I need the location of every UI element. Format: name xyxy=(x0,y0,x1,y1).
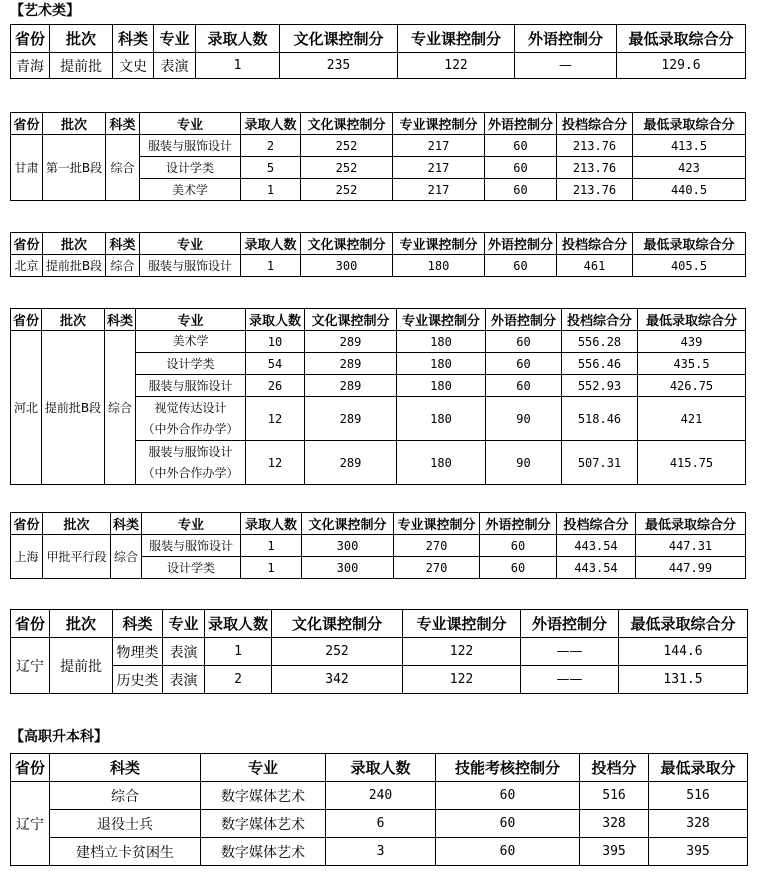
cell-admitted: 1 xyxy=(196,53,280,79)
cell-toudang: 395 xyxy=(580,838,649,866)
cell-admitted: 1 xyxy=(241,255,301,277)
cell-foreign: —— xyxy=(521,666,619,694)
cell-category: 综合 xyxy=(106,255,140,277)
cell-culture: 342 xyxy=(272,666,403,694)
cell-culture: 252 xyxy=(301,135,393,157)
cell-province: 辽宁 xyxy=(11,638,50,694)
cell-batch: 提前批 xyxy=(50,53,113,79)
table-row xyxy=(11,810,748,838)
cell-culture: 289 xyxy=(305,441,397,485)
header-admitted: 录取人数 xyxy=(205,610,272,638)
header-batch: 批次 xyxy=(43,513,111,535)
cell-batch: 提前批B段 xyxy=(42,331,105,485)
cell-province: 河北 xyxy=(11,331,42,485)
cell-major: 服装与服饰设计 xyxy=(140,255,241,277)
table-row xyxy=(11,255,746,277)
header-min-score: 最低录取综合分 xyxy=(633,233,746,255)
cell-toudang: 461 xyxy=(557,255,633,277)
cell-category: 文史 xyxy=(113,53,154,79)
cell-major: 设计学类 xyxy=(142,557,241,579)
cell-culture: 235 xyxy=(280,53,398,79)
header-admitted: 录取人数 xyxy=(246,309,305,331)
cell-major xyxy=(136,397,246,441)
table-row xyxy=(11,535,746,557)
header-prof-score: 专业课控制分 xyxy=(394,513,480,535)
cell-min: 435.5 xyxy=(638,353,746,375)
header-prof-score: 专业课控制分 xyxy=(393,233,485,255)
header-min-score: 最低录取综合分 xyxy=(617,25,746,53)
cell-foreign: 90 xyxy=(486,397,562,441)
cell-min: 131.5 xyxy=(619,666,748,694)
header-admitted: 录取人数 xyxy=(196,25,280,53)
table-row xyxy=(11,53,746,79)
header-category: 科类 xyxy=(106,113,140,135)
beijing-table xyxy=(10,232,746,277)
cell-prof: 217 xyxy=(393,179,485,201)
cell-foreign: 60 xyxy=(480,535,557,557)
header-prof-score: 专业课控制分 xyxy=(397,309,486,331)
header-category: 科类 xyxy=(113,610,163,638)
header-batch: 批次 xyxy=(42,309,105,331)
cell-foreign: 90 xyxy=(486,441,562,485)
cell-min: 413.5 xyxy=(633,135,746,157)
header-foreign-score: 外语控制分 xyxy=(480,513,557,535)
cell-culture: 289 xyxy=(305,397,397,441)
major-line: 服装与服饰设计 xyxy=(148,444,233,459)
cell-skill: 60 xyxy=(436,810,580,838)
table-row xyxy=(11,331,746,353)
cell-major: 设计学类 xyxy=(140,157,241,179)
cell-culture: 252 xyxy=(301,157,393,179)
header-min-score: 最低录取综合分 xyxy=(636,513,746,535)
header-major: 专业 xyxy=(201,754,326,782)
header-admitted: 录取人数 xyxy=(241,233,301,255)
header-province: 省份 xyxy=(11,610,50,638)
header-admitted: 录取人数 xyxy=(241,113,301,135)
cell-toudang: 556.28 xyxy=(562,331,638,353)
table-row xyxy=(11,838,748,866)
cell-province: 甘肃 xyxy=(11,135,43,201)
header-culture-score: 文化课控制分 xyxy=(301,233,393,255)
cell-toudang: 213.76 xyxy=(557,179,633,201)
cell-culture: 289 xyxy=(305,331,397,353)
header-toudang-score: 投档综合分 xyxy=(557,113,633,135)
cell-min: 426.75 xyxy=(638,375,746,397)
cell-major: 美术学 xyxy=(140,179,241,201)
header-culture-score: 文化课控制分 xyxy=(280,25,398,53)
cell-admitted: 240 xyxy=(326,782,436,810)
art-section-title: 【艺术类】 xyxy=(10,3,80,19)
cell-province: 北京 xyxy=(11,255,43,277)
liaoning-art-table xyxy=(10,609,748,694)
cell-prof: 122 xyxy=(403,666,521,694)
cell-culture: 252 xyxy=(301,179,393,201)
cell-major: 服装与服饰设计 xyxy=(136,375,246,397)
header-province: 省份 xyxy=(11,113,43,135)
cell-prof: 270 xyxy=(394,535,480,557)
header-major: 专业 xyxy=(163,610,205,638)
cell-category: 综合 xyxy=(105,331,136,485)
header-foreign-score: 外语控制分 xyxy=(486,309,562,331)
cell-culture: 289 xyxy=(305,375,397,397)
header-foreign-score: 外语控制分 xyxy=(485,233,557,255)
header-category: 科类 xyxy=(113,25,154,53)
cell-toudang: 552.93 xyxy=(562,375,638,397)
cell-major: 服装与服饰设计 xyxy=(142,535,241,557)
cell-prof: 180 xyxy=(397,375,486,397)
gansu-table xyxy=(10,112,746,201)
cell-prof: 122 xyxy=(398,53,515,79)
cell-skill: 60 xyxy=(436,838,580,866)
table-row xyxy=(11,782,748,810)
cell-major: 数字媒体艺术 xyxy=(201,782,326,810)
cell-min: 395 xyxy=(649,838,748,866)
cell-foreign: 60 xyxy=(486,331,562,353)
cell-min: 144.6 xyxy=(619,638,748,666)
header-major: 专业 xyxy=(140,113,241,135)
major-note: （中外合作办学） xyxy=(142,465,239,480)
header-province: 省份 xyxy=(11,309,42,331)
header-category: 科类 xyxy=(106,233,140,255)
cell-toudang: 213.76 xyxy=(557,135,633,157)
cell-admitted: 12 xyxy=(246,397,305,441)
cell-prof: 270 xyxy=(394,557,480,579)
cell-foreign: — xyxy=(515,53,617,79)
table-row xyxy=(11,135,746,157)
header-prof-score: 专业课控制分 xyxy=(393,113,485,135)
cell-province: 辽宁 xyxy=(11,782,50,866)
major-line: 视觉传达设计 xyxy=(154,400,227,415)
header-major: 专业 xyxy=(136,309,246,331)
cell-major: 数字媒体艺术 xyxy=(201,810,326,838)
header-foreign-score: 外语控制分 xyxy=(515,25,617,53)
cell-admitted: 2 xyxy=(205,666,272,694)
cell-toudang: 328 xyxy=(580,810,649,838)
cell-category: 历史类 xyxy=(113,666,163,694)
header-category: 科类 xyxy=(105,309,136,331)
cell-batch: 提前批B段 xyxy=(43,255,106,277)
cell-admitted: 1 xyxy=(241,557,302,579)
header-category: 科类 xyxy=(111,513,142,535)
cell-major xyxy=(136,441,246,485)
vocational-table xyxy=(10,753,748,866)
cell-min: 516 xyxy=(649,782,748,810)
cell-major: 服装与服饰设计 xyxy=(140,135,241,157)
cell-major xyxy=(136,331,246,353)
cell-batch: 第一批B段 xyxy=(43,135,106,201)
cell-admitted: 5 xyxy=(241,157,301,179)
cell-min: 447.31 xyxy=(636,535,746,557)
cell-min: 447.99 xyxy=(636,557,746,579)
header-toudang-score: 投档综合分 xyxy=(557,513,636,535)
cell-foreign: 60 xyxy=(485,135,557,157)
cell-admitted: 1 xyxy=(241,179,301,201)
cell-min: 328 xyxy=(649,810,748,838)
header-batch: 批次 xyxy=(43,113,106,135)
cell-category: 建档立卡贫困生 xyxy=(50,838,201,866)
cell-min: 421 xyxy=(638,397,746,441)
cell-major: 表演 xyxy=(163,638,205,666)
table-row xyxy=(11,638,748,666)
cell-min: 415.75 xyxy=(638,441,746,485)
cell-category: 综合 xyxy=(111,535,142,579)
hebei-table xyxy=(10,308,746,485)
cell-admitted: 54 xyxy=(246,353,305,375)
cell-foreign: 60 xyxy=(485,179,557,201)
cell-category: 综合 xyxy=(50,782,201,810)
header-min-score: 最低录取综合分 xyxy=(619,610,748,638)
cell-culture: 252 xyxy=(272,638,403,666)
cell-prof: 180 xyxy=(397,397,486,441)
cell-foreign: 60 xyxy=(485,157,557,179)
cell-toudang: 213.76 xyxy=(557,157,633,179)
cell-province: 上海 xyxy=(11,535,43,579)
cell-prof: 122 xyxy=(403,638,521,666)
header-batch: 批次 xyxy=(43,233,106,255)
cell-admitted: 1 xyxy=(241,535,302,557)
cell-admitted: 12 xyxy=(246,441,305,485)
header-major: 专业 xyxy=(142,513,241,535)
vocational-section-title: 【高职升本科】 xyxy=(10,729,108,745)
cell-prof: 180 xyxy=(393,255,485,277)
header-min-score: 最低录取分 xyxy=(649,754,748,782)
cell-category: 综合 xyxy=(106,135,140,201)
cell-culture: 300 xyxy=(301,255,393,277)
cell-min: 439 xyxy=(638,331,746,353)
cell-min: 405.5 xyxy=(633,255,746,277)
header-major: 专业 xyxy=(140,233,241,255)
cell-toudang: 556.46 xyxy=(562,353,638,375)
cell-admitted: 1 xyxy=(205,638,272,666)
header-foreign-score: 外语控制分 xyxy=(485,113,557,135)
header-major: 专业 xyxy=(154,25,196,53)
header-toudang-score: 投档综合分 xyxy=(562,309,638,331)
cell-foreign: 60 xyxy=(485,255,557,277)
cell-major: 数字媒体艺术 xyxy=(201,838,326,866)
header-province: 省份 xyxy=(11,513,43,535)
cell-major: 设计学类 xyxy=(136,353,246,375)
cell-toudang: 507.31 xyxy=(562,441,638,485)
cell-prof: 180 xyxy=(397,353,486,375)
cell-foreign: 60 xyxy=(486,375,562,397)
header-skill-score: 技能考核控制分 xyxy=(436,754,580,782)
header-min-score: 最低录取综合分 xyxy=(633,113,746,135)
cell-prof: 217 xyxy=(393,135,485,157)
cell-prof: 180 xyxy=(397,331,486,353)
shanghai-table xyxy=(10,512,746,579)
major-line: 美术学 xyxy=(172,334,209,348)
header-min-score: 最低录取综合分 xyxy=(638,309,746,331)
header-admitted: 录取人数 xyxy=(326,754,436,782)
qinghai-table xyxy=(10,24,746,79)
cell-culture: 289 xyxy=(305,353,397,375)
cell-toudang: 518.46 xyxy=(562,397,638,441)
header-province: 省份 xyxy=(11,233,43,255)
header-prof-score: 专业课控制分 xyxy=(398,25,515,53)
cell-category: 物理类 xyxy=(113,638,163,666)
cell-min: 440.5 xyxy=(633,179,746,201)
cell-toudang: 443.54 xyxy=(557,535,636,557)
header-batch: 批次 xyxy=(50,25,113,53)
cell-major: 表演 xyxy=(154,53,196,79)
cell-admitted: 3 xyxy=(326,838,436,866)
cell-admitted: 2 xyxy=(241,135,301,157)
header-culture-score: 文化课控制分 xyxy=(301,113,393,135)
cell-admitted: 10 xyxy=(246,331,305,353)
cell-batch: 甲批平行段 xyxy=(43,535,111,579)
cell-foreign: 60 xyxy=(480,557,557,579)
header-category: 科类 xyxy=(50,754,201,782)
cell-culture: 300 xyxy=(302,535,394,557)
cell-min: 129.6 xyxy=(617,53,746,79)
header-admitted: 录取人数 xyxy=(241,513,302,535)
header-culture-score: 文化课控制分 xyxy=(302,513,394,535)
header-toudang-score: 投档分 xyxy=(580,754,649,782)
cell-toudang: 516 xyxy=(580,782,649,810)
table-row xyxy=(11,666,748,694)
cell-prof: 217 xyxy=(393,157,485,179)
cell-prof: 180 xyxy=(397,441,486,485)
header-foreign-score: 外语控制分 xyxy=(521,610,619,638)
cell-province: 青海 xyxy=(11,53,50,79)
cell-foreign: —— xyxy=(521,638,619,666)
cell-foreign: 60 xyxy=(486,353,562,375)
header-culture-score: 文化课控制分 xyxy=(305,309,397,331)
header-batch: 批次 xyxy=(50,610,113,638)
cell-culture: 300 xyxy=(302,557,394,579)
cell-major: 表演 xyxy=(163,666,205,694)
header-toudang-score: 投档综合分 xyxy=(557,233,633,255)
header-prof-score: 专业课控制分 xyxy=(403,610,521,638)
cell-admitted: 6 xyxy=(326,810,436,838)
cell-admitted: 26 xyxy=(246,375,305,397)
header-province: 省份 xyxy=(11,754,50,782)
cell-toudang: 443.54 xyxy=(557,557,636,579)
major-note: （中外合作办学） xyxy=(142,421,239,436)
cell-skill: 60 xyxy=(436,782,580,810)
header-province: 省份 xyxy=(11,25,50,53)
header-culture-score: 文化课控制分 xyxy=(272,610,403,638)
cell-min: 423 xyxy=(633,157,746,179)
cell-batch: 提前批 xyxy=(50,638,113,694)
cell-category: 退役士兵 xyxy=(50,810,201,838)
